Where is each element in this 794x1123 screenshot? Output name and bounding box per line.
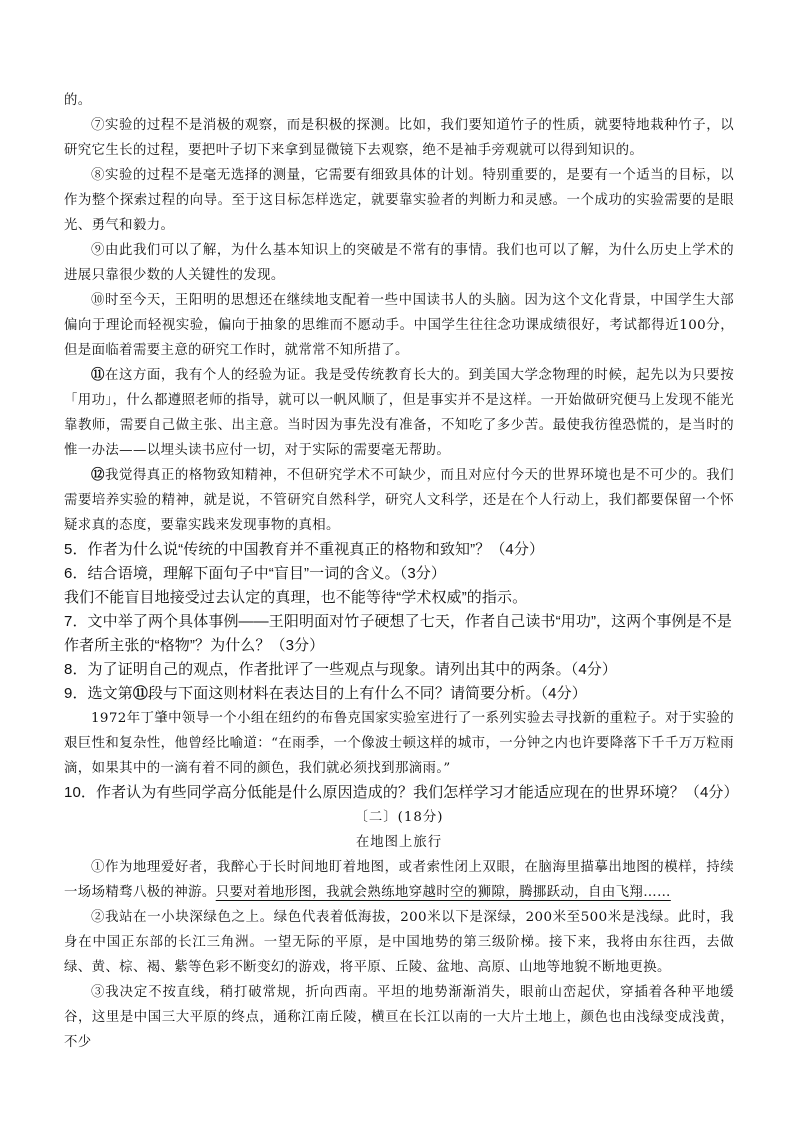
paragraph-12-text: 我觉得真正的格物致知精神，不但研究学术不可缺少，而且对应付今天的世界环境也是不可少的。我们需要培养实验的精神，就是说，不管研究自然科学，研究人文科学，还是在个人行动上，我们都要保留一个怀疑求真的态度，要靠实践来发现事物的真相。 <box>64 468 734 533</box>
passage2-paragraph-1 <box>64 855 734 905</box>
question-9-paragraph-number: ⑪ <box>132 685 148 702</box>
paragraph-12 <box>64 463 734 538</box>
passage2-paragraph-1-text: ①作为地理爱好者，我醉心于长时间地盯着地图，或者索性闭上双眼，在脑海里描摹出地图的模样，持续一场场精骛八极的神游。 <box>64 860 734 900</box>
question-7: 7．文中举了两个具体事例——王阳明面对竹子硬想了七天，作者自己读书“用功”，这两个事例是不是作者所主张的“格物”？为什么？（3分） <box>64 613 732 654</box>
exam-page <box>64 88 739 1055</box>
question-9-prefix: 9．选文第 <box>64 685 133 702</box>
question-6: 6．结合语境，理解下面句子中“盲目”一词的含义。（3分） <box>64 565 446 582</box>
passage2-paragraph-3: ③我决定不按直线，稍打破常规，折向西南。平坦的地势渐渐消失，眼前山峦起伏，穿插着各种平地缓谷，这里是中国三大平原的终点，通称江南丘陵，横亘在长江以南的一大片土地上，颜色也由浅绿变成浅黄，不少 <box>64 985 734 1050</box>
paragraph-9: ⑨由此我们可以了解，为什么基本知识上的突破是不常有的事情。我们也可以了解，为什么历史上学术的进展只靠很少数的人关键性的发现。 <box>64 243 734 283</box>
paragraph-number-11: ⑪ <box>91 367 105 383</box>
passage-title: 在地图上旅行 <box>355 835 443 850</box>
question-5: 5．作者为什么说“传统的中国教育并不重视真正的格物和致知”？（4分） <box>64 541 545 558</box>
underlined-sentence: 只要对着地形图，我就会熟练地穿越时空的狮隙，腾挪跃动，自由飞翔…… <box>215 885 671 900</box>
passage2-paragraph-2: ②我站在一小块深绿色之上。绿色代表着低海拔，200米以下是深绿，200米至500米是浅绿。此时，我身在中国正东部的长江三角洲。一望无际的平原，是中国地势的第三级阶梯。接下来，我将由东往西，去做绿、黄、棕、褐、紫等色彩不断变幻的游戏，将平原、丘陵、盆地、高原、山地等地貌不断地更换。 <box>64 910 734 975</box>
paragraph-10: ⑩时至今天，王阳明的思想还在继续地支配着一些中国读书人的头脑。因为这个文化背景，中国学生大部偏向于理论而轻视实验，偏向于抽象的思维而不愿动手。中国学生往往念功课成绩很好，考试都得近100分，但是面临着需要主意的研究工作时，就常常不知所措了。 <box>64 293 734 358</box>
section-heading: 〔二〕(18分) <box>354 810 444 825</box>
question-10: 10．作者认为有些同学高分低能是什么原因造成的？我们怎样学习才能适应现在的世界环境？（4分） <box>64 784 739 801</box>
paragraph-8: ⑧实验的过程不是毫无选择的测量，它需要有细致具体的计划。特别重要的，是要有一个适当的目标，以作为整个探索过程的向导。至于这目标怎样选定，就要靠实验者的判断力和灵感。一个成功的实验需要的是眼光、勇气和毅力。 <box>64 168 734 233</box>
paragraph-7: ⑦实验的过程不是消极的观察，而是积极的探测。比如，我们要知道竹子的性质，就要特地栽种竹子，以研究它生长的过程，要把叶子切下来拿到显微镜下去观察，绝不是袖手旁观就可以得到知识的。 <box>64 118 734 158</box>
paragraph-11 <box>64 363 734 463</box>
question-8: 8．为了证明自己的观点，作者批评了一些观点与现象。请列出其中的两条。（4分） <box>64 661 617 678</box>
question-6-sentence: 我们不能盲目地接受过去认定的真理，也不能等待“学术权威”的指示。 <box>64 589 528 606</box>
paragraph-number-12: ⑫ <box>91 467 105 483</box>
question-9 <box>64 682 734 706</box>
question-9-suffix: 段与下面这则材料在表达目的上有什么不同？请简要分析。（4分） <box>147 685 587 702</box>
question-9-material: 1972年丁肇中领导一个小组在纽约的布鲁克国家实验室进行了一系列实验去寻找新的重粒子。对于实验的艰巨性和复杂性，他曾经比喻道：“在雨季，一个像波士顿这样的城市，一分钟之内也许要降落下千千万万粒雨滴，如果其中的一滴有着不同的颜色，我们就必须找到那滴雨。” <box>64 711 734 776</box>
passage-fragment: 的。 <box>64 93 92 108</box>
paragraph-11-text: 在这方面，我有个人的经验为证。我是受传统教育长大的。到美国大学念物理的时候，起先以为只要按「用功」，什么都遵照老师的指导，就可以一帆风顺了，但是事实并不是这样。一开始做研究便马上发现不能光靠教师，需要自己做主张、出主意。当时因为事先没有准备，不知吃了多少苦。最使我彷徨恐慌的，是当时的惟一办法——以埋头读书应付一切，对于实际的需要毫无帮助。 <box>64 368 734 458</box>
